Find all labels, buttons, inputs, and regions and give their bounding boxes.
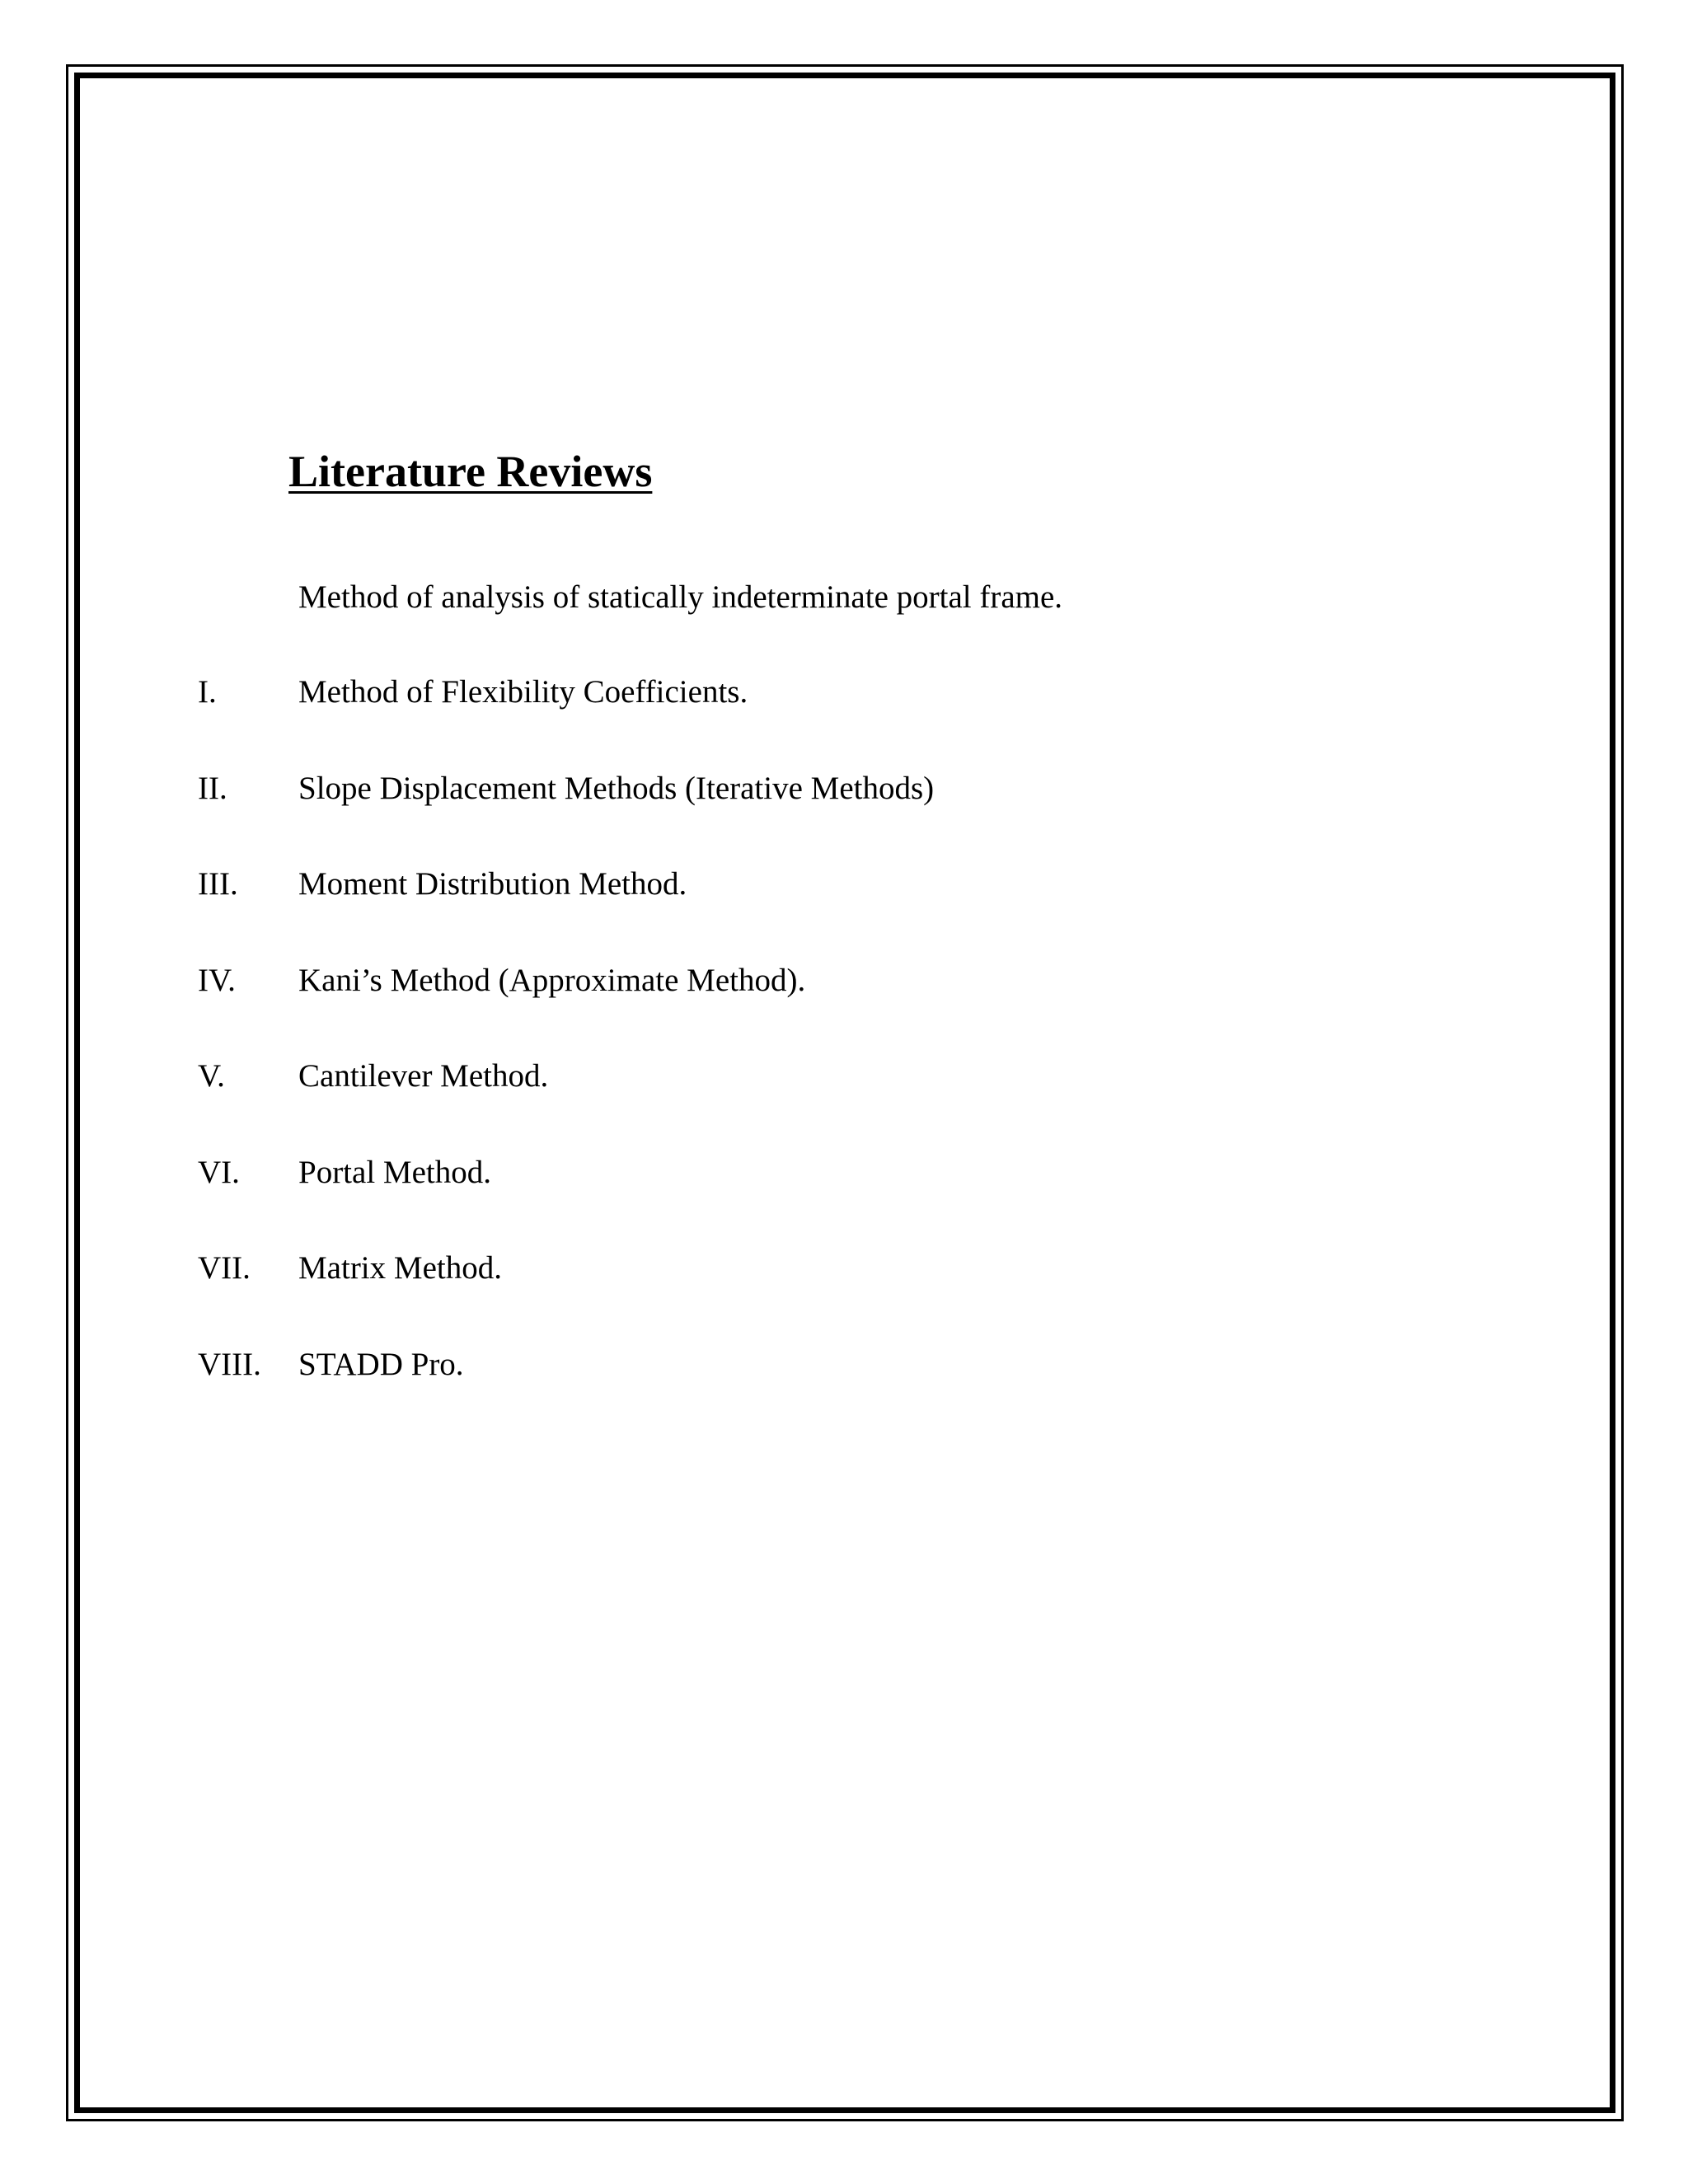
methods-list — [198, 676, 934, 1444]
list-label: STADD Pro. — [298, 1346, 464, 1382]
list-item — [198, 1252, 934, 1348]
list-item — [198, 1348, 934, 1445]
list-numeral: VII. — [198, 1250, 251, 1286]
list-item — [198, 868, 934, 964]
page-title: Literature Reviews — [288, 447, 653, 496]
list-numeral: III. — [198, 866, 238, 902]
list-label: Method of Flexibility Coefficients. — [298, 674, 748, 710]
list-item — [198, 1060, 934, 1156]
list-numeral: IV. — [198, 962, 236, 998]
list-label: Matrix Method. — [298, 1250, 502, 1286]
list-numeral: I. — [198, 674, 217, 710]
list-label: Portal Method. — [298, 1154, 491, 1190]
list-label: Moment Distribution Method. — [298, 866, 687, 902]
list-item — [198, 772, 934, 869]
list-numeral: VIII. — [198, 1346, 261, 1382]
list-label: Cantilever Method. — [298, 1058, 549, 1094]
list-numeral: V. — [198, 1058, 225, 1094]
list-item — [198, 964, 934, 1061]
list-item — [198, 1156, 934, 1253]
list-numeral: VI. — [198, 1154, 240, 1190]
list-item — [198, 676, 934, 772]
list-label: Kani’s Method (Approximate Method). — [298, 962, 806, 998]
list-label: Slope Displacement Methods (Iterative Methods) — [298, 770, 935, 806]
list-numeral: II. — [198, 770, 227, 806]
intro-text: Method of analysis of statically indeterminate portal frame. — [298, 579, 1063, 615]
